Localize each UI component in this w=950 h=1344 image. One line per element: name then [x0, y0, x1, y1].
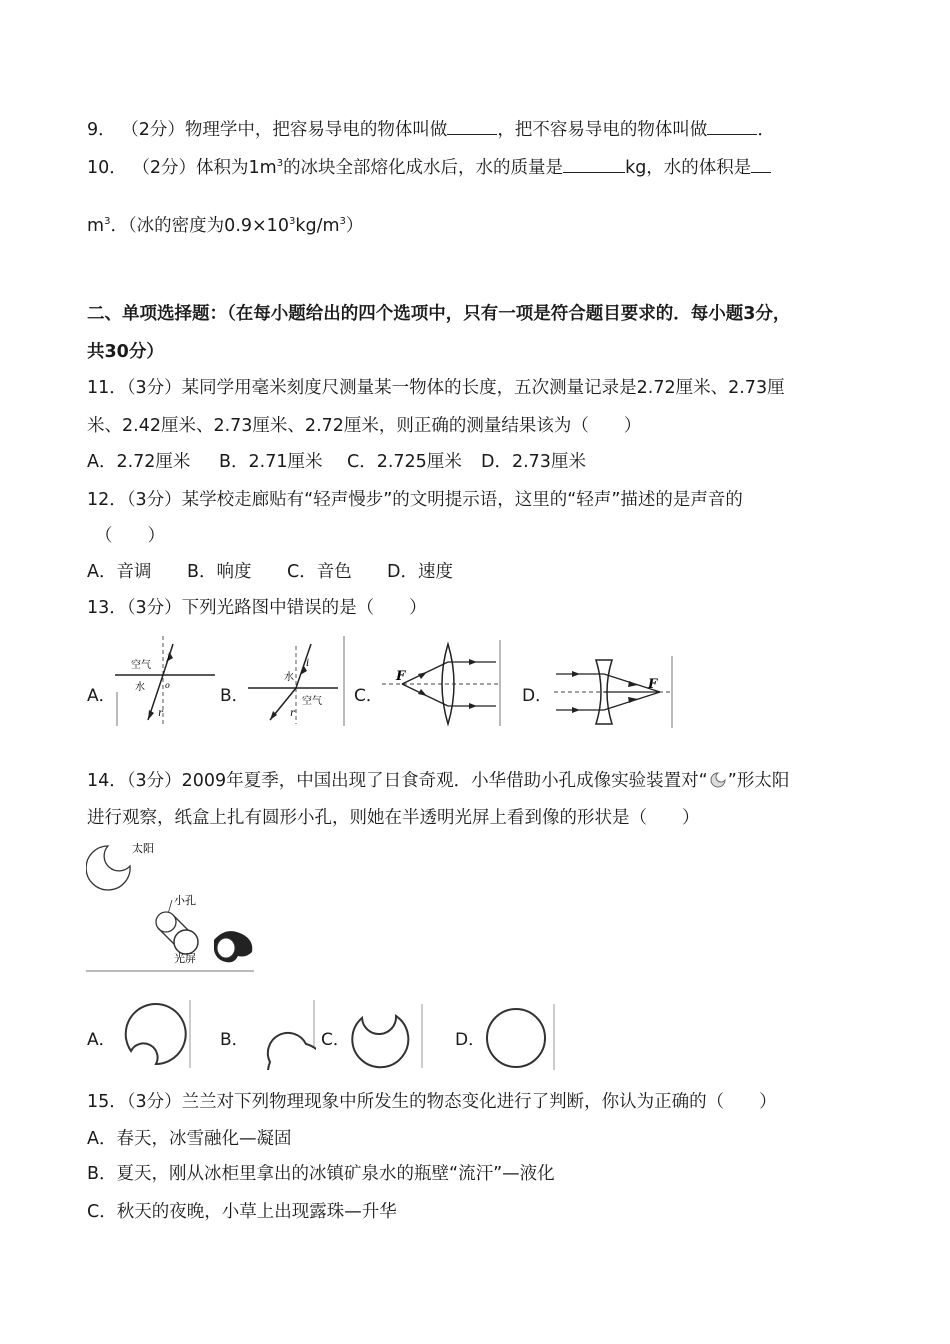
q9-end: ． — [757, 120, 775, 140]
q14-sun-label: 太阳 — [132, 842, 154, 855]
q13-figure-a — [115, 636, 215, 728]
q14-label-c: C． — [321, 1030, 350, 1050]
question-13: 13．（3分）下列光路图中错误的是（ ） — [87, 598, 427, 618]
q10-text1: （2分）体积为1m — [132, 158, 277, 178]
section-2-heading: 二、单项选择题：（在每小题给出的四个选项中，只有一项是符合题目要求的．每小题3分， — [87, 304, 791, 324]
q10-sup4: 3 — [339, 216, 346, 228]
q11-option-c: C．2.725厘米 — [347, 452, 462, 472]
q13b-water-label: 水 — [284, 672, 294, 683]
q11-option-a: A．2.72厘米 — [87, 452, 191, 472]
q9-text2: （2分）物理学中，把容易导电的物体叫做 — [121, 120, 448, 140]
q14-text1: 14．（3分）2009年夏季，中国出现了日食奇观．小华借助小孔成像实验装置对“ — [87, 771, 708, 791]
q13b-air-label: 空气 — [302, 696, 322, 707]
q14-option-a-figure — [114, 1000, 192, 1070]
q10-text2: 的冰块全部熔化成水后，水的质量是 — [283, 158, 564, 178]
q13a-water-label: 水 — [135, 682, 145, 693]
question-12: 12．（3分）某学校走廊贴有“轻声慢步”的文明提示语，这里的“轻声”描述的是声音的 — [87, 490, 743, 510]
q13-label-c: C． — [354, 686, 383, 706]
q14-text2: ”形太阳 — [727, 771, 790, 791]
question-11: 11．（3分）某同学用毫米刻度尺测量某一物体的长度，五次测量记录是2.72厘米、2.73厘 — [87, 378, 785, 398]
q13a-i-label: i — [167, 652, 171, 663]
question-11-options — [87, 450, 586, 474]
q12-option-a: A．音调 — [87, 562, 152, 582]
q9-text1: 9． — [87, 120, 116, 140]
q13-label-b: B． — [220, 686, 249, 706]
q9-blank-1 — [447, 116, 497, 135]
question-14 — [87, 769, 789, 793]
q10-blank-1 — [563, 154, 625, 173]
q13b-r-label: r — [290, 708, 295, 719]
question-10-line2 — [87, 214, 363, 238]
q12-option-b: B．响度 — [187, 562, 252, 582]
q15-option-a: A．春天，冰雪融化—凝固 — [87, 1129, 292, 1149]
q12-option-c: C．音色 — [287, 562, 352, 582]
q10-sup2: 3 — [104, 216, 111, 228]
q13b-i-label: i — [306, 658, 310, 669]
q15-option-b: B．夏天，刚从冰柜里拿出的冰镇矿泉水的瓶壁“流汗”—液化 — [87, 1164, 555, 1184]
q10-sup1: 3 — [276, 158, 284, 170]
q15-option-c: C．秋天的夜晚，小草上出现露珠—升华 — [87, 1202, 397, 1222]
q14-screen-label: 光屏 — [174, 952, 196, 965]
q13a-o-label: o — [165, 681, 170, 690]
q10-l2a: m — [87, 216, 105, 236]
q14-pinhole-figure — [86, 840, 256, 974]
q13a-air-label: 空气 — [131, 660, 151, 671]
q9-text3: ，把不容易导电的物体叫做 — [497, 120, 708, 140]
q12-option-d: D．速度 — [387, 562, 453, 582]
q13-figure-c — [382, 640, 502, 728]
q13-figure-b — [248, 636, 348, 728]
q10-l2b: ．（冰的密度为0.9×10 — [110, 216, 289, 236]
q14-label-d: D． — [455, 1030, 486, 1050]
q11-option-d: D．2.73厘米 — [481, 452, 586, 472]
q14-label-b: B． — [220, 1030, 249, 1050]
question-10 — [87, 154, 771, 180]
q13-label-d: D． — [522, 686, 553, 706]
q13-label-a: A． — [87, 686, 116, 706]
question-9 — [87, 116, 775, 142]
section-2-heading-line2: 共30分） — [87, 342, 164, 362]
q11-option-b: B．2.71厘米 — [219, 452, 323, 472]
q13c-f-label: F — [396, 669, 406, 684]
question-11-line2: 米、2.42厘米、2.73厘米、2.72厘米，则正确的测量结果该为（ ） — [87, 416, 642, 436]
q13a-r-label: r — [158, 708, 163, 719]
crescent-sun-icon — [708, 771, 728, 789]
q10-blank-2 — [751, 154, 771, 173]
question-15: 15．（3分）兰兰对下列物理现象中所发生的物态变化进行了判断，你认为正确的（ ） — [87, 1092, 777, 1112]
question-14-line2: 进行观察，纸盒上扎有圆形小孔，则她在半透明光屏上看到像的形状是（ ） — [87, 808, 700, 828]
q14-hole-label: 小孔 — [174, 894, 196, 907]
q14-option-d-figure — [484, 1004, 556, 1072]
q14-option-b-figure — [246, 1000, 316, 1070]
question-12-options — [87, 560, 453, 584]
q14-option-c-figure — [350, 1004, 424, 1070]
q10-sup3: 3 — [288, 216, 296, 228]
q10-num: 10． — [87, 158, 127, 178]
q13-figure-d — [552, 656, 674, 730]
question-12-line2: （ ） — [95, 526, 165, 546]
q14-label-a: A． — [87, 1030, 116, 1050]
q10-l2c: kg/m — [295, 216, 340, 236]
q9-blank-2 — [707, 116, 757, 135]
q10-text3: kg，水的体积是 — [625, 158, 752, 178]
q10-l2d: ） — [345, 216, 364, 236]
q13d-f-label: F — [648, 677, 658, 692]
